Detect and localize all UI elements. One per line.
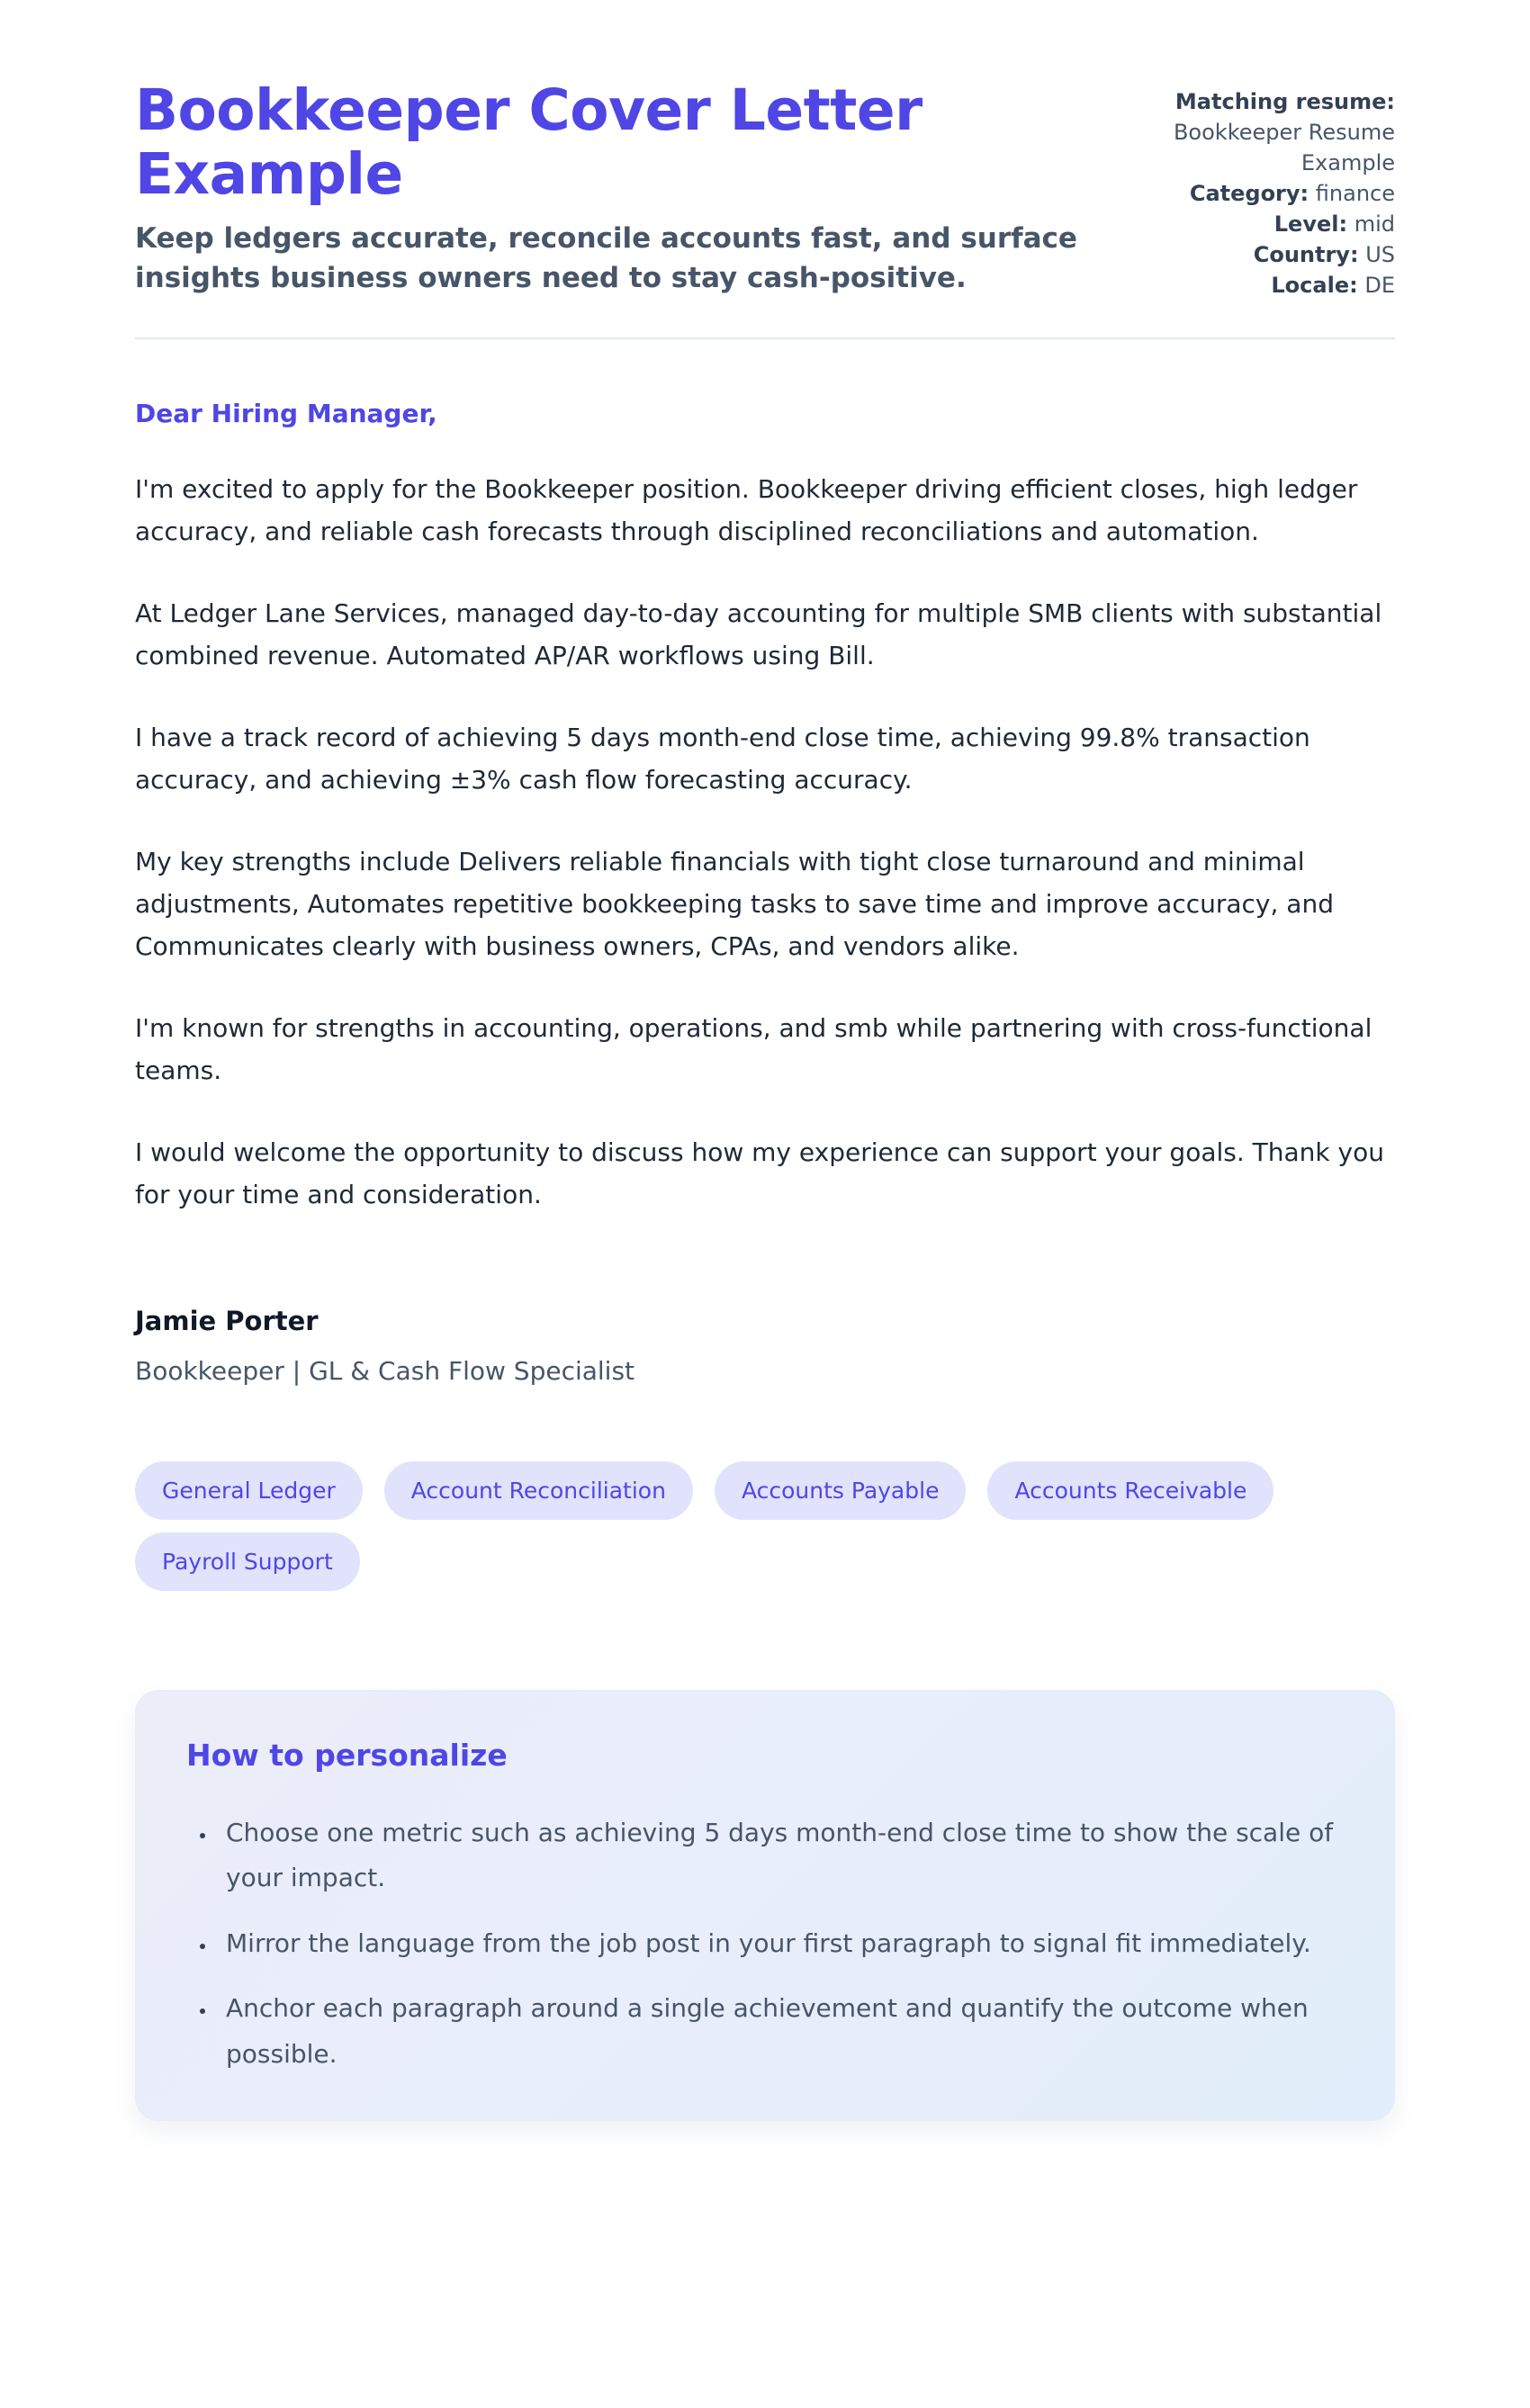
meta-level-value: mid	[1354, 211, 1395, 238]
skill-tag-general-ledger[interactable]: General Ledger	[135, 1461, 363, 1520]
header-divider	[135, 337, 1395, 339]
how-to-personalize-card	[135, 1690, 1395, 2121]
page-title: Bookkeeper Cover Letter Example	[135, 77, 922, 207]
skill-tag-accounts-receivable[interactable]: Accounts Receivable	[987, 1461, 1274, 1520]
letter-paragraph: I have a track record of achieving 5 days month-end close time, achieving 99.8% transaction accuracy, and achieving ±3% cash flow forecasting accuracy.	[135, 722, 1310, 795]
skill-tag-accounts-payable[interactable]: Accounts Payable	[715, 1461, 967, 1520]
personalize-tip: • Mirror the language from the job post in your first paragraph to signal fit immediately.	[217, 1921, 1344, 1966]
signature-role: Bookkeeper | GL & Cash Flow Specialist	[135, 1355, 635, 1386]
letter-salutation: Dear Hiring Manager,	[135, 398, 437, 428]
meta-country-value: US	[1365, 242, 1395, 268]
meta-category-label: Category:	[1189, 181, 1310, 207]
personalize-tip: • Choose one metric such as achieving 5 days month-end close time to show the scale of your impact.	[217, 1810, 1344, 1901]
meta-locale-label: Locale:	[1271, 273, 1358, 299]
meta-matching-resume-value: Bookkeeper Resume Example	[1173, 120, 1395, 176]
letter-paragraph: I'm excited to apply for the Bookkeeper position. Bookkeeper driving efficient closes, high ledger accuracy, and reliable cash forecasts through disciplined reconciliations and automation.	[135, 473, 1358, 546]
personalize-tip: • Anchor each paragraph around a single achievement and quantify the outcome when possible.	[217, 1986, 1344, 2077]
meta-country	[1125, 239, 1395, 270]
meta-country-label: Country:	[1253, 242, 1359, 268]
letter-paragraph: At Ledger Lane Services, managed day-to-day accounting for multiple SMB clients with substantial combined revenue. Automated AP/AR workflows using Bill.	[135, 598, 1382, 670]
skill-tag-list	[135, 1461, 1395, 1591]
letter-paragraph: I'm known for strengths in accounting, operations, and smb while partnering with cross-functional teams.	[135, 1012, 1372, 1085]
meta-category	[1125, 178, 1395, 209]
skill-tag-payroll-support[interactable]: Payroll Support	[135, 1532, 360, 1591]
letter-paragraph: I would welcome the opportunity to discuss how my experience can support your goals. Thank you for your time and consideration.	[135, 1137, 1384, 1209]
personalize-heading: How to personalize	[186, 1737, 508, 1773]
meta-locale-value: DE	[1364, 273, 1395, 299]
meta-matching-resume	[1125, 86, 1395, 178]
resume-meta-panel	[1125, 79, 1395, 301]
skill-tag-account-reconciliation[interactable]: Account Reconciliation	[384, 1461, 693, 1520]
cover-letter-body	[135, 399, 1395, 1386]
letter-paragraph: My key strengths include Delivers reliable financials with tight close turnaround and minimal adjustments, Automates repetitive bookkeeping tasks to save time and improve accuracy, and Communicates clearly with business owners, CPAs, and vendors alike.	[135, 846, 1334, 961]
meta-locale	[1125, 270, 1395, 301]
meta-matching-resume-label: Matching resume:	[1174, 89, 1395, 114]
signature-name: Jamie Porter	[135, 1305, 319, 1336]
page-header	[135, 79, 1395, 301]
meta-level	[1125, 209, 1395, 239]
signature-block	[135, 1306, 1395, 1386]
page-subtitle: Keep ledgers accurate, reconcile accounts fast, and surface insights business owners need to stay cash-positive.	[135, 222, 1077, 295]
header-title-block	[135, 79, 1089, 298]
personalize-tips-list	[186, 1810, 1344, 2077]
meta-level-label: Level:	[1274, 211, 1348, 238]
meta-category-value: finance	[1315, 181, 1395, 207]
